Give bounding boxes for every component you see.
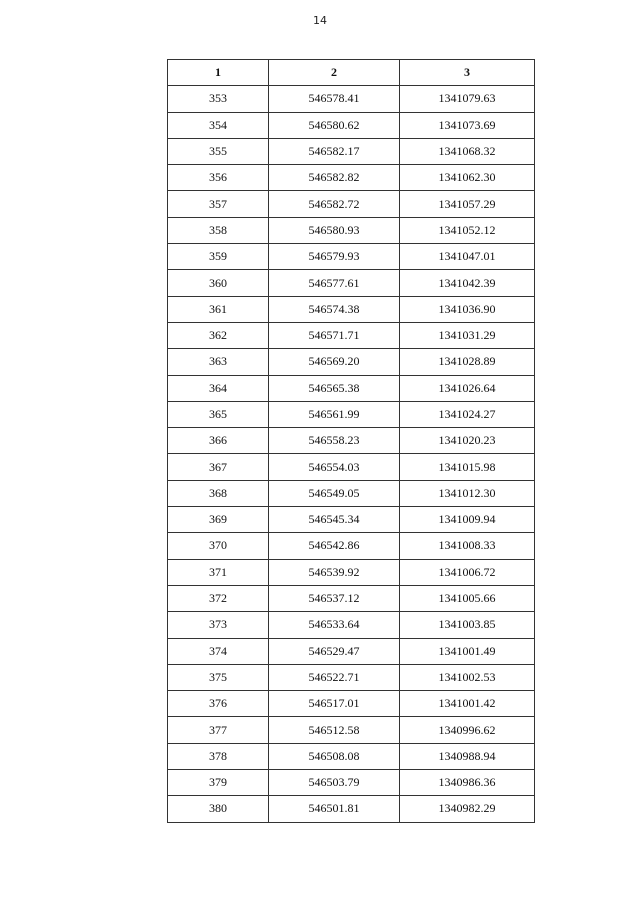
table-row: [168, 296, 535, 322]
cell-y-coordinate: 1341031.29: [400, 322, 535, 348]
cell-point-number: 368: [168, 480, 269, 506]
table-row: [168, 401, 535, 427]
cell-x-coordinate: 546579.93: [269, 244, 400, 270]
table-row: [168, 270, 535, 296]
cell-point-number: 376: [168, 691, 269, 717]
cell-y-coordinate: 1341036.90: [400, 296, 535, 322]
cell-x-coordinate: 546577.61: [269, 270, 400, 296]
cell-x-coordinate: 546582.17: [269, 138, 400, 164]
table-row: [168, 428, 535, 454]
cell-x-coordinate: 546545.34: [269, 507, 400, 533]
cell-y-coordinate: 1341073.69: [400, 112, 535, 138]
cell-point-number: 373: [168, 612, 269, 638]
cell-y-coordinate: 1341005.66: [400, 585, 535, 611]
coordinates-table: [167, 59, 535, 823]
cell-x-coordinate: 546542.86: [269, 533, 400, 559]
cell-y-coordinate: 1341008.33: [400, 533, 535, 559]
cell-x-coordinate: 546582.72: [269, 191, 400, 217]
cell-x-coordinate: 546512.58: [269, 717, 400, 743]
cell-point-number: 369: [168, 507, 269, 533]
cell-x-coordinate: 546571.71: [269, 322, 400, 348]
table-row: [168, 507, 535, 533]
cell-point-number: 360: [168, 270, 269, 296]
table-row: [168, 638, 535, 664]
table-row: [168, 585, 535, 611]
cell-point-number: 370: [168, 533, 269, 559]
cell-y-coordinate: 1340986.36: [400, 770, 535, 796]
table-row: [168, 559, 535, 585]
cell-x-coordinate: 546558.23: [269, 428, 400, 454]
cell-y-coordinate: 1340988.94: [400, 743, 535, 769]
cell-point-number: 372: [168, 585, 269, 611]
cell-point-number: 363: [168, 349, 269, 375]
cell-x-coordinate: 546582.82: [269, 165, 400, 191]
table-row: [168, 244, 535, 270]
cell-point-number: 371: [168, 559, 269, 585]
cell-x-coordinate: 546565.38: [269, 375, 400, 401]
cell-y-coordinate: 1341012.30: [400, 480, 535, 506]
table-row: [168, 533, 535, 559]
cell-y-coordinate: 1341042.39: [400, 270, 535, 296]
cell-x-coordinate: 546580.62: [269, 112, 400, 138]
table-row: [168, 691, 535, 717]
table-row: [168, 796, 535, 822]
cell-y-coordinate: 1341002.53: [400, 664, 535, 690]
cell-y-coordinate: 1340982.29: [400, 796, 535, 822]
cell-y-coordinate: 1341047.01: [400, 244, 535, 270]
table-row: [168, 217, 535, 243]
cell-y-coordinate: 1341062.30: [400, 165, 535, 191]
cell-y-coordinate: 1341068.32: [400, 138, 535, 164]
table-row: [168, 743, 535, 769]
table-row: [168, 191, 535, 217]
table-row: [168, 86, 535, 112]
cell-point-number: 354: [168, 112, 269, 138]
column-header-y: 3: [400, 60, 535, 86]
cell-x-coordinate: 546517.01: [269, 691, 400, 717]
cell-y-coordinate: 1341020.23: [400, 428, 535, 454]
cell-point-number: 364: [168, 375, 269, 401]
table-row: [168, 664, 535, 690]
cell-point-number: 358: [168, 217, 269, 243]
column-header-point: 1: [168, 60, 269, 86]
cell-y-coordinate: 1341006.72: [400, 559, 535, 585]
cell-y-coordinate: 1341001.42: [400, 691, 535, 717]
cell-y-coordinate: 1341028.89: [400, 349, 535, 375]
cell-point-number: 356: [168, 165, 269, 191]
cell-point-number: 380: [168, 796, 269, 822]
table-row: [168, 375, 535, 401]
table-row: [168, 612, 535, 638]
table-row: [168, 717, 535, 743]
cell-point-number: 359: [168, 244, 269, 270]
cell-x-coordinate: 546561.99: [269, 401, 400, 427]
cell-y-coordinate: 1341009.94: [400, 507, 535, 533]
cell-y-coordinate: 1341001.49: [400, 638, 535, 664]
cell-point-number: 374: [168, 638, 269, 664]
cell-x-coordinate: 546539.92: [269, 559, 400, 585]
table-row: [168, 454, 535, 480]
cell-point-number: 378: [168, 743, 269, 769]
cell-point-number: 379: [168, 770, 269, 796]
cell-x-coordinate: 546503.79: [269, 770, 400, 796]
cell-x-coordinate: 546501.81: [269, 796, 400, 822]
column-header-x: 2: [269, 60, 400, 86]
page-number: 14: [313, 14, 327, 27]
cell-point-number: 367: [168, 454, 269, 480]
table-row: [168, 322, 535, 348]
cell-x-coordinate: 546537.12: [269, 585, 400, 611]
cell-x-coordinate: 546569.20: [269, 349, 400, 375]
cell-point-number: 365: [168, 401, 269, 427]
cell-y-coordinate: 1341024.27: [400, 401, 535, 427]
table-body: [168, 86, 535, 822]
cell-x-coordinate: 546578.41: [269, 86, 400, 112]
cell-y-coordinate: 1340996.62: [400, 717, 535, 743]
cell-point-number: 375: [168, 664, 269, 690]
cell-y-coordinate: 1341052.12: [400, 217, 535, 243]
cell-x-coordinate: 546508.08: [269, 743, 400, 769]
cell-point-number: 361: [168, 296, 269, 322]
cell-point-number: 353: [168, 86, 269, 112]
cell-point-number: 357: [168, 191, 269, 217]
cell-x-coordinate: 546580.93: [269, 217, 400, 243]
table-row: [168, 138, 535, 164]
cell-y-coordinate: 1341057.29: [400, 191, 535, 217]
table-row: [168, 112, 535, 138]
cell-y-coordinate: 1341015.98: [400, 454, 535, 480]
table-row: [168, 480, 535, 506]
cell-point-number: 355: [168, 138, 269, 164]
cell-point-number: 366: [168, 428, 269, 454]
table-row: [168, 770, 535, 796]
cell-point-number: 377: [168, 717, 269, 743]
table-header-row: [168, 60, 535, 86]
cell-y-coordinate: 1341003.85: [400, 612, 535, 638]
table-row: [168, 165, 535, 191]
cell-x-coordinate: 546529.47: [269, 638, 400, 664]
cell-x-coordinate: 546533.64: [269, 612, 400, 638]
cell-x-coordinate: 546554.03: [269, 454, 400, 480]
cell-y-coordinate: 1341079.63: [400, 86, 535, 112]
cell-point-number: 362: [168, 322, 269, 348]
table-row: [168, 349, 535, 375]
cell-x-coordinate: 546574.38: [269, 296, 400, 322]
cell-y-coordinate: 1341026.64: [400, 375, 535, 401]
cell-x-coordinate: 546522.71: [269, 664, 400, 690]
cell-x-coordinate: 546549.05: [269, 480, 400, 506]
